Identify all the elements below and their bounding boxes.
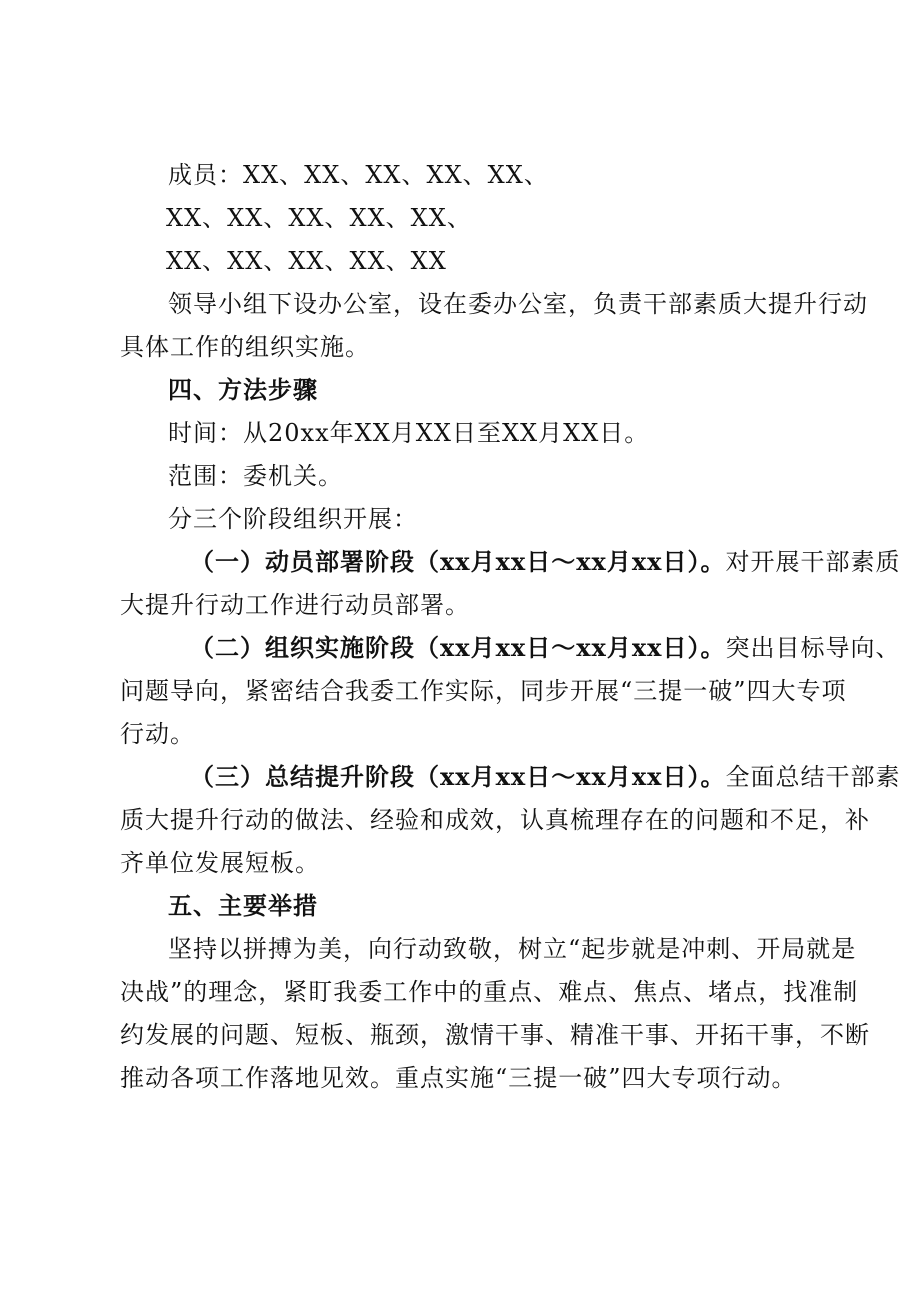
members-line-3: XX、XX、XX、XX、XX <box>166 247 447 275</box>
members-line-1: 成员：XX、XX、XX、XX、XX、 <box>168 161 549 189</box>
phase-3-line-2: 质大提升行动的做法、经验和成效，认真梳理存在的问题和不足，补 <box>120 806 870 834</box>
phase-3-title: （三）总结提升阶段（xx月xx日～xx月xx日）。 <box>190 762 726 791</box>
section-5-heading: 五、主要举措 <box>168 891 318 920</box>
section-4-phases-intro: 分三个阶段组织开展： <box>168 505 418 533</box>
phase-2-text: 突出目标导向、 <box>725 634 901 662</box>
phase-2-line-3: 行动。 <box>120 720 195 748</box>
phase-3-line-1 <box>190 762 901 792</box>
phase-1-title: （一）动员部署阶段（xx月xx日～xx月xx日）。 <box>190 547 726 576</box>
section-4-time: 时间：从20xx年XX月XX日至XX月XX日。 <box>168 419 650 447</box>
section-5-line-4: 推动各项工作落地见效。重点实施“三提一破”四大专项行动。 <box>120 1064 797 1092</box>
section-5-line-3: 约发展的问题、短板、瓶颈，激情干事、精准干事、开拓干事，不断 <box>120 1021 870 1049</box>
section-4-heading: 四、方法步骤 <box>168 375 318 404</box>
phase-2-line-2: 问题导向，紧密结合我委工作实际，同步开展“三提一破”四大专项 <box>120 677 847 705</box>
phase-1-line-2: 大提升行动工作进行动员部署。 <box>120 591 470 619</box>
section-5-line-2: 决战”的理念，紧盯我委工作中的重点、难点、焦点、堵点，找准制 <box>120 978 859 1006</box>
phase-1-line-1 <box>190 547 901 577</box>
phase-1-text: 对开展干部素质 <box>725 548 901 576</box>
office-paragraph-line-1: 领导小组下设办公室，设在委办公室，负责干部素质大提升行动 <box>168 290 868 318</box>
phase-2-line-1 <box>190 633 901 663</box>
members-line-2: XX、XX、XX、XX、XX、 <box>166 204 472 232</box>
office-paragraph-line-2: 具体工作的组织实施。 <box>120 333 370 361</box>
section-5-line-1: 坚持以拼搏为美，向行动致敬，树立“起步就是冲刺、开局就是 <box>168 935 857 963</box>
section-4-scope: 范围：委机关。 <box>168 462 343 490</box>
phase-2-title: （二）组织实施阶段（xx月xx日～xx月xx日）。 <box>190 633 726 662</box>
phase-3-text: 全面总结干部素 <box>725 763 901 791</box>
phase-3-line-3: 齐单位发展短板。 <box>120 849 320 877</box>
